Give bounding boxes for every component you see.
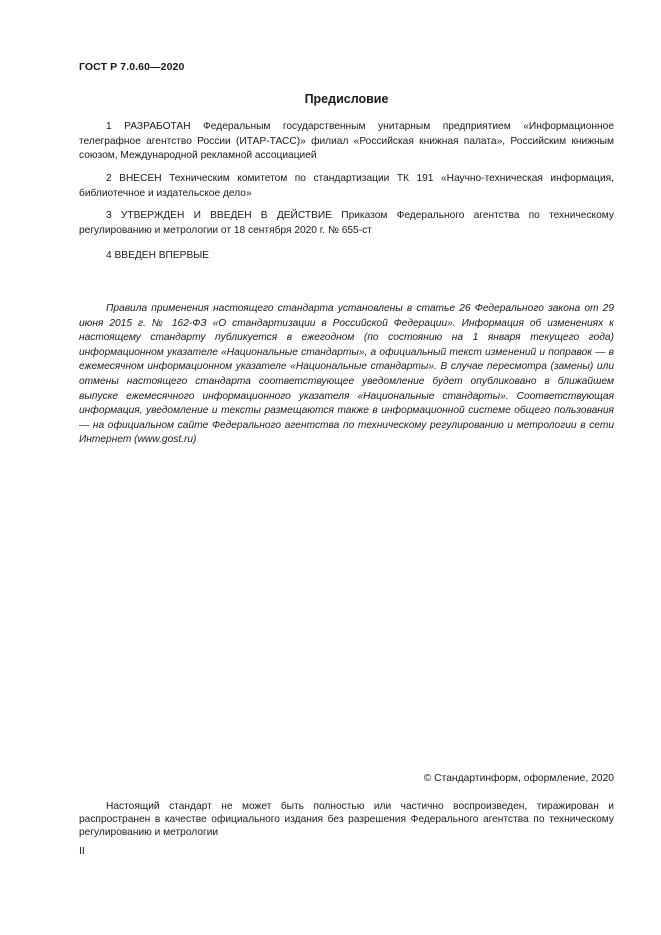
preface-item-2-text: 2 ВНЕСЕН Техническим комитетом по стандартизации ТК 191 «Научно-техническая информация, библиотечное и издательское дело» [79, 173, 614, 199]
preface-item-1 [79, 120, 614, 164]
preface-item-3-text: 3 УТВЕРЖДЕН И ВВЕДЕН В ДЕЙСТВИЕ Приказом Федерального агентства по техническому регулированию и метрологии от 18 сентября 2020 г. № 655-ст [79, 210, 614, 236]
preface-title: Предисловие [304, 92, 389, 106]
reproduction-notice [79, 800, 614, 840]
standard-rules-block [79, 302, 614, 448]
preface-item-3 [79, 209, 614, 238]
reproduction-notice-text: Настоящий стандарт не может быть полностью или частично воспроизведен, тиражирован и распространен в качестве официального издания без разрешения Федерального агентства по техническому регулированию и метрологии [79, 801, 614, 839]
preface-item-4 [79, 249, 614, 264]
standard-rules-text: Правила применения настоящего стандарта установлены в статье 26 Федерального закона от 29 июня 2015 г. № 162-ФЗ «О стандартизации в Российской Федерации». Информация об изменениях к настоящему стандарту публикуется в ежегодном (по состоянию на 1 января текущего года) информационном указателе «Национальные стандарты», а официальный текст изменений и поправок — в ежемесячном информационном указателе «Национальные стандарты». В случае пересмотра (замены) или отмены настоящего стандарта соответствующее уведомление будет опубликовано в ближайшем выпуске ежемесячного информационного указателя «Национальные стандарты». Соответствующая информация, уведомление и тексты размещаются также в информационной системе общего пользования — на официальном сайте Федерального агентства по техническому регулированию и метрологии в сети Интернет (www.gost.ru) [79, 303, 614, 446]
preface-item-4-text: 4 ВВЕДЕН ВПЕРВЫЕ [106, 250, 210, 261]
document-code: ГОСТ Р 7.0.60—2020 [79, 61, 185, 73]
copyright-line: © Стандартинформ, оформление, 2020 [423, 773, 614, 784]
preface-item-1-text: 1 РАЗРАБОТАН Федеральным государственным унитарным предприятием «Информационное телеграфное агентство России (ИТАР-ТАСС)» филиал «Российская книжная палата», Российским книжным союзом, Международной рекламной ассоциацией [79, 121, 614, 161]
page-number: II [79, 845, 85, 857]
preface-item-2 [79, 172, 614, 201]
